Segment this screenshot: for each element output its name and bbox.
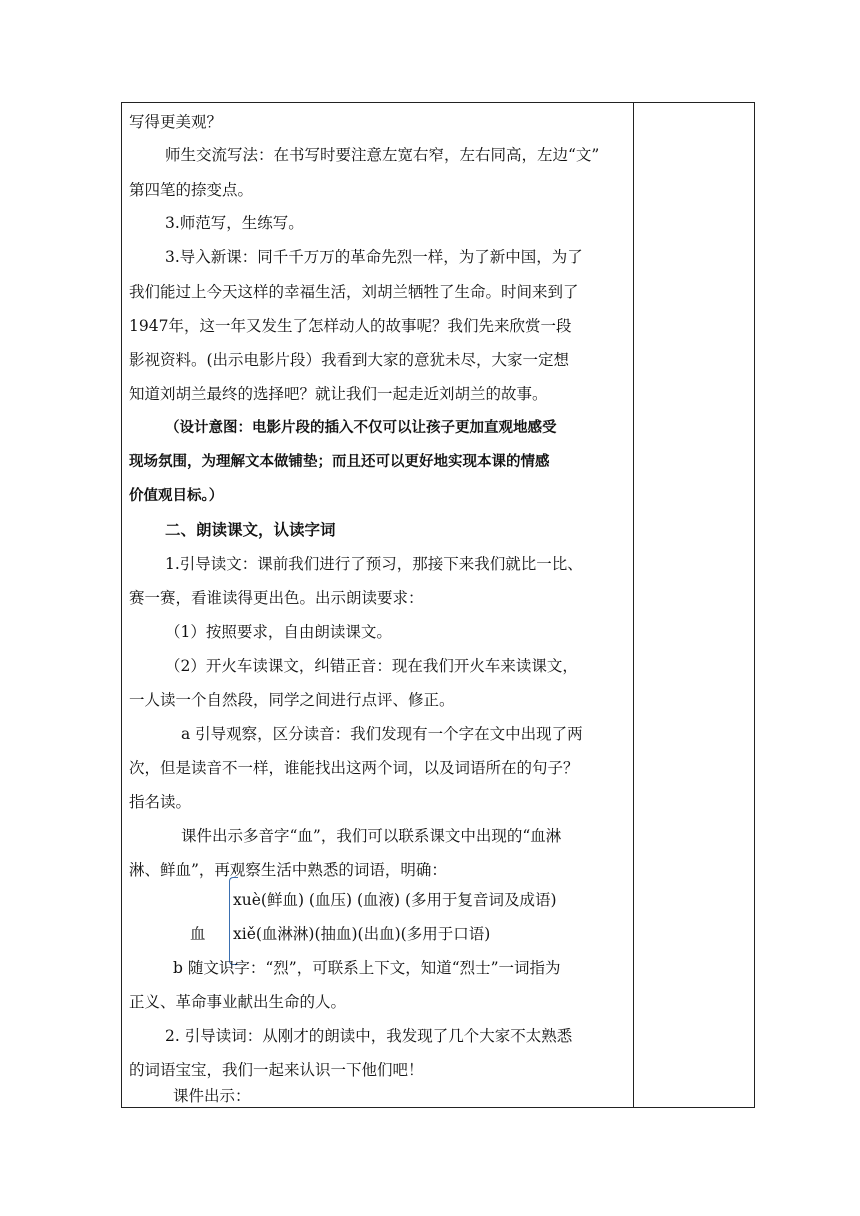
text-line: b 随文识字：“烈”，可联系上下文，知道“烈士”一词指为 [173,959,561,977]
text-line: 淋、鲜血”，再观察生活中熟悉的词语，明确： [129,861,447,879]
text-line: 我们能过上今天这样的幸福生活，刘胡兰牺牲了生命。时间来到了 [129,283,579,301]
text-line: 第四笔的捺变点。 [129,181,254,199]
text-line: 赛一赛，看谁读得更出色。出示朗读要求： [129,589,424,607]
text-line: 3.导入新课：同千千万万的革命先烈一样，为了新中国，为了 [165,248,583,266]
text-line: （1）按照要求，自由朗读课文。 [165,623,392,641]
text-line: 3.师范写，生练写。 [165,214,304,232]
polyphonic-character: 血 [190,925,206,943]
text-line: 一人读一个自然段，同学之间进行点评、修正。 [129,691,455,709]
text-line: 课件出示： [173,1087,251,1105]
section-heading: 二、朗读课文，认读字词 [165,520,336,539]
text-line: 影视资料。(出示电影片段）我看到大家的意犹未尽，大家一定想 [129,351,570,369]
text-line: 的词语宝宝，我们一起来认识一下他们吧！ [129,1061,424,1079]
text-line: 1947年，这一年又发生了怎样动人的故事呢？我们先来欣赏一段 [129,317,572,335]
text-line: 写得更美观？ [129,113,223,131]
text-line: （2）开火车读课文，纠错正音：现在我们开火车来读课文， [165,657,578,675]
text-line: 2. 引导读词：从刚才的朗读中，我发现了几个大家不太熟悉 [165,1027,573,1045]
text-line: 师生交流写法：在书写时要注意左宽右窄，左右同高，左边“文” [165,146,600,164]
column-divider [633,102,634,1108]
design-intent-note: （设计意图：电影片段的插入不仅可以让孩子更加直观地感受 [165,420,557,436]
text-line: 指名读。 [129,793,192,811]
text-line: 知道刘胡兰最终的选择吧？就让我们一起走近刘胡兰的故事。 [129,385,548,403]
text-line: a 引导观察，区分读音：我们发现有一个字在文中出现了两 [181,725,583,743]
text-line: 正义、革命事业献出生命的人。 [129,993,347,1011]
design-intent-note: 现场氛围，为理解文本做铺垫；而且还可以更好地实现本课的情感 [129,454,550,470]
pronunciation-xie: xiě(血淋淋)(抽血)(出血)(多用于口语) [233,925,491,943]
text-line: 1.引导读文：课前我们进行了预习，那接下来我们就比一比、 [165,555,583,573]
pronunciation-xue: xuè(鲜血) (血压) (血液) (多用于复音词及成语) [233,891,557,909]
text-line: 次，但是读音不一样，谁能找出这两个词，以及词语所在的句子？ [129,759,579,777]
text-line: 课件出示多音字“血”，我们可以联系课文中出现的“血淋 [181,827,562,845]
design-intent-note: 价值观目标。） [129,488,224,504]
